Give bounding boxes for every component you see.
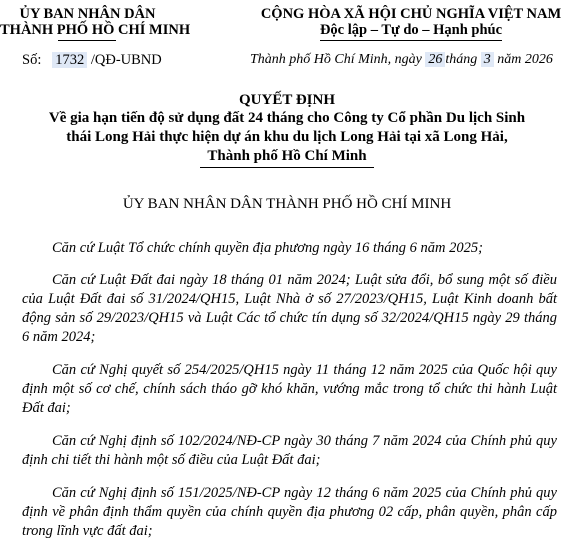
decision-subject-line-1: Về gia hạn tiến độ sử dụng đất 24 tháng cho Công ty Cổ phần Du lịch Sinh <box>48 110 526 126</box>
document-number <box>22 52 162 69</box>
subject-underline <box>200 167 374 168</box>
date-month: 3 <box>481 52 494 67</box>
doc-number-value: 1732 <box>52 52 87 68</box>
date-year: năm 2026 <box>497 52 553 67</box>
national-title: CỘNG HÒA XÃ HỘI CHỦ NGHĨA VIỆT NAM <box>260 6 562 22</box>
issuing-org-line2: THÀNH PHỐ HỒ CHÍ MINH <box>0 22 191 38</box>
legal-basis-5: Căn cứ Nghị định số 151/2025/NĐ-CP ngày 12 tháng 6 năm 2025 của Chính phủ quy định về phân định thẩm quyền của chính quyền địa phương 02 cấp, phân quyền, phân cấp trong lĩnh vực đất đai; <box>22 485 557 539</box>
doc-number-prefix: Số: <box>22 52 42 68</box>
decision-subject-line-2: thái Long Hải thực hiện dự án khu du lịch Long Hải tại xã Long Hải, <box>66 129 508 145</box>
legal-basis-2: Căn cứ Luật Đất đai ngày 18 tháng 01 năm 2024; Luật sửa đổi, bổ sung một số điều của Luật Đất đai số 31/2024/QH15, Luật Nhà ở số 27/2023/QH15, Luật Kinh doanh bất động sản số 29/2023/QH15 và Luật Các tổ chức tín dụng số 32/2024/QH15 ngày 29 tháng 6 năm 2024; <box>22 272 557 345</box>
issuing-authority-heading: ỦY BAN NHÂN DÂN THÀNH PHỐ HỒ CHÍ MINH <box>122 196 452 212</box>
decision-title: QUYẾT ĐỊNH <box>239 92 335 108</box>
decision-subject-line-3: Thành phố Hồ Chí Minh <box>207 148 367 164</box>
date-month-word: tháng <box>445 52 478 67</box>
motto-underline <box>320 40 502 41</box>
legal-basis-3: Căn cứ Nghị quyết số 254/2025/QH15 ngày 11 tháng 12 năm 2025 của Quốc hội quy định một số cơ chế, chính sách tháo gỡ khó khăn, vướng mắc trong tổ chức thi hành Luật Đất đai; <box>22 362 557 416</box>
place-date <box>250 52 553 68</box>
place-date-prefix: Thành phố Hồ Chí Minh, ngày <box>250 52 422 67</box>
date-day: 26 <box>425 52 445 67</box>
legal-basis-4: Căn cứ Nghị định số 102/2024/NĐ-CP ngày 30 tháng 7 năm 2024 của Chính phủ quy định chi tiết thi hành một số điều của Luật Đất đai; <box>22 433 557 468</box>
doc-number-suffix: /QĐ-UBND <box>90 52 162 68</box>
issuing-org-line1: ỦY BAN NHÂN DÂN <box>19 6 156 22</box>
org-underline <box>58 40 116 41</box>
national-motto: Độc lập – Tự do – Hạnh phúc <box>319 22 503 38</box>
legal-basis-1: Căn cứ Luật Tổ chức chính quyền địa phương ngày 16 tháng 6 năm 2025; <box>52 240 483 256</box>
